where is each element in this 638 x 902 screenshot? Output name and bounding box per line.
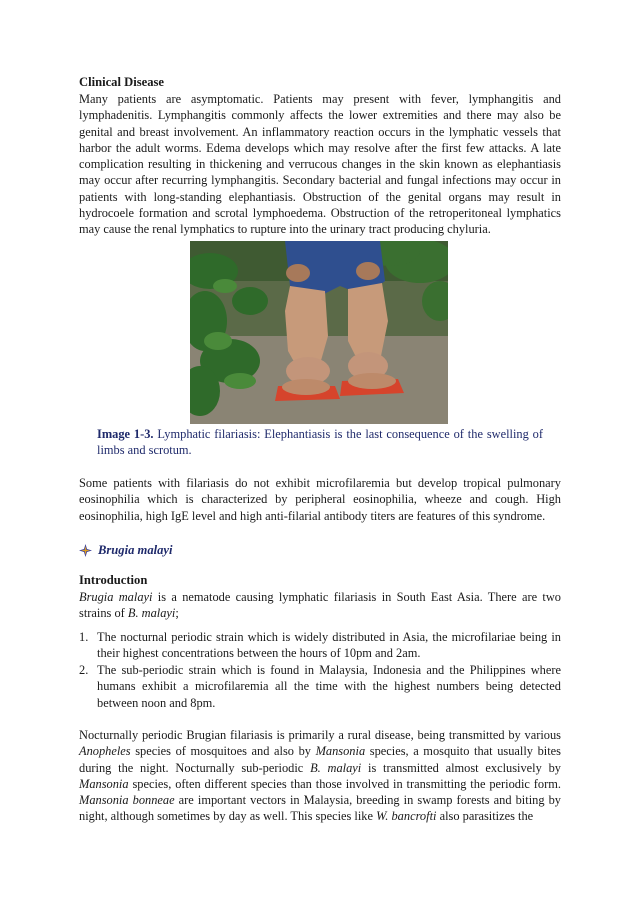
- intro-text: is a nematode causing lymphatic filariasis in South East Asia. There are two strains of: [79, 590, 561, 621]
- introduction-heading: Introduction: [79, 573, 148, 587]
- figure-caption-text: Lymphatic filariasis: Elephantiasis is the last consequence of the swelling of limbs and scrotum.: [97, 427, 543, 458]
- list-item-text: The sub-periodic strain which is found in Malaysia, Indonesia and the Philippines where humans exhibit a microfilaremia all the time with the highest numbers being detected between noon and 8pm.: [97, 663, 561, 710]
- list-item-text: The nocturnal periodic strain which is widely distributed in Asia, the microfilariae being in their highest concentrations between the hours of 10pm and 2am.: [97, 630, 561, 661]
- list-number: 1.: [79, 630, 89, 644]
- species-name: Mansonia bonneae: [79, 793, 175, 808]
- paragraph-text: also parasitizes the: [436, 809, 534, 824]
- intro-text: ;: [175, 606, 179, 621]
- paragraph-text: species, often different species than those involved in transmitting the periodic form.: [128, 776, 561, 791]
- eosinophilia-paragraph: Some patients with filariasis do not exhibit microfilaremia but develop tropical pulmonary eosinophilia which is characterized by peripheral eosinophilia, wheeze and cough. High eosinophilia, high IgE level and high anti-filarial antibody titers are features of this syndrome.: [79, 476, 561, 523]
- elephantiasis-photo: [190, 241, 448, 424]
- four-point-star-bullet-icon: [79, 544, 92, 557]
- paragraph-text: is transmitted almost exclusively by: [361, 760, 561, 775]
- paragraph-text: species, a mosquito that usually bites during the night. Nocturnally sub-periodic: [79, 744, 561, 775]
- clinical-disease-heading: Clinical Disease: [79, 75, 165, 89]
- clinical-disease-paragraph: Many patients are asymptomatic. Patients may present with fever, lymphangitis and lymphadenitis. Lymphangitis commonly affects the lower extremities and there may also be genital and breast involvement. An inflammatory reaction occurs in the lymphatic vessels that harbor the adult worms. Edema develops which may resolve after the first few attacks. A late complication resulting in thickening and verrucous changes in the skin known as elephantiasis may occur after recurring lymphangitis. Secondary bacterial and fungal infections may occur in patients with long-standing elephantiasis. Obstruction of the genital organs may result in hydrocoele formation and scrotal lymphoedema. Obstruction of the retroperitoneal lymphatics may cause the renal lymphatics to rupture into the urinary tract producing chyluria.: [79, 92, 561, 237]
- figure-label: Image 1-3.: [97, 427, 154, 441]
- list-item: [79, 662, 561, 711]
- paragraph-text: are important vectors in Malaysia, breeding in swamp forests and biting by night, although sometimes by day as well. This species like: [79, 793, 561, 824]
- introduction-paragraph: [79, 589, 561, 622]
- species-name: W. bancrofti: [376, 809, 437, 824]
- brugia-malayi-section-header: [79, 541, 173, 559]
- paragraph-text: Nocturnally periodic Brugian filariasis is primarily a rural disease, being transmitted by various: [79, 728, 561, 742]
- species-name: B. malayi: [310, 760, 362, 775]
- figure-caption: [97, 426, 543, 459]
- paragraph-text: species of mosquitoes and also by: [130, 744, 316, 759]
- list-number: 2.: [79, 663, 89, 677]
- species-name: Brugia malayi: [79, 590, 153, 604]
- species-name: B. malayi: [127, 606, 176, 621]
- species-name: Mansonia: [315, 744, 366, 759]
- brugia-malayi-title: Brugia malayi: [98, 542, 173, 557]
- nocturnal-transmission-paragraph: [79, 727, 561, 825]
- list-item: [79, 629, 561, 662]
- species-name: Mansonia: [79, 776, 129, 791]
- species-name: Anopheles: [79, 744, 131, 759]
